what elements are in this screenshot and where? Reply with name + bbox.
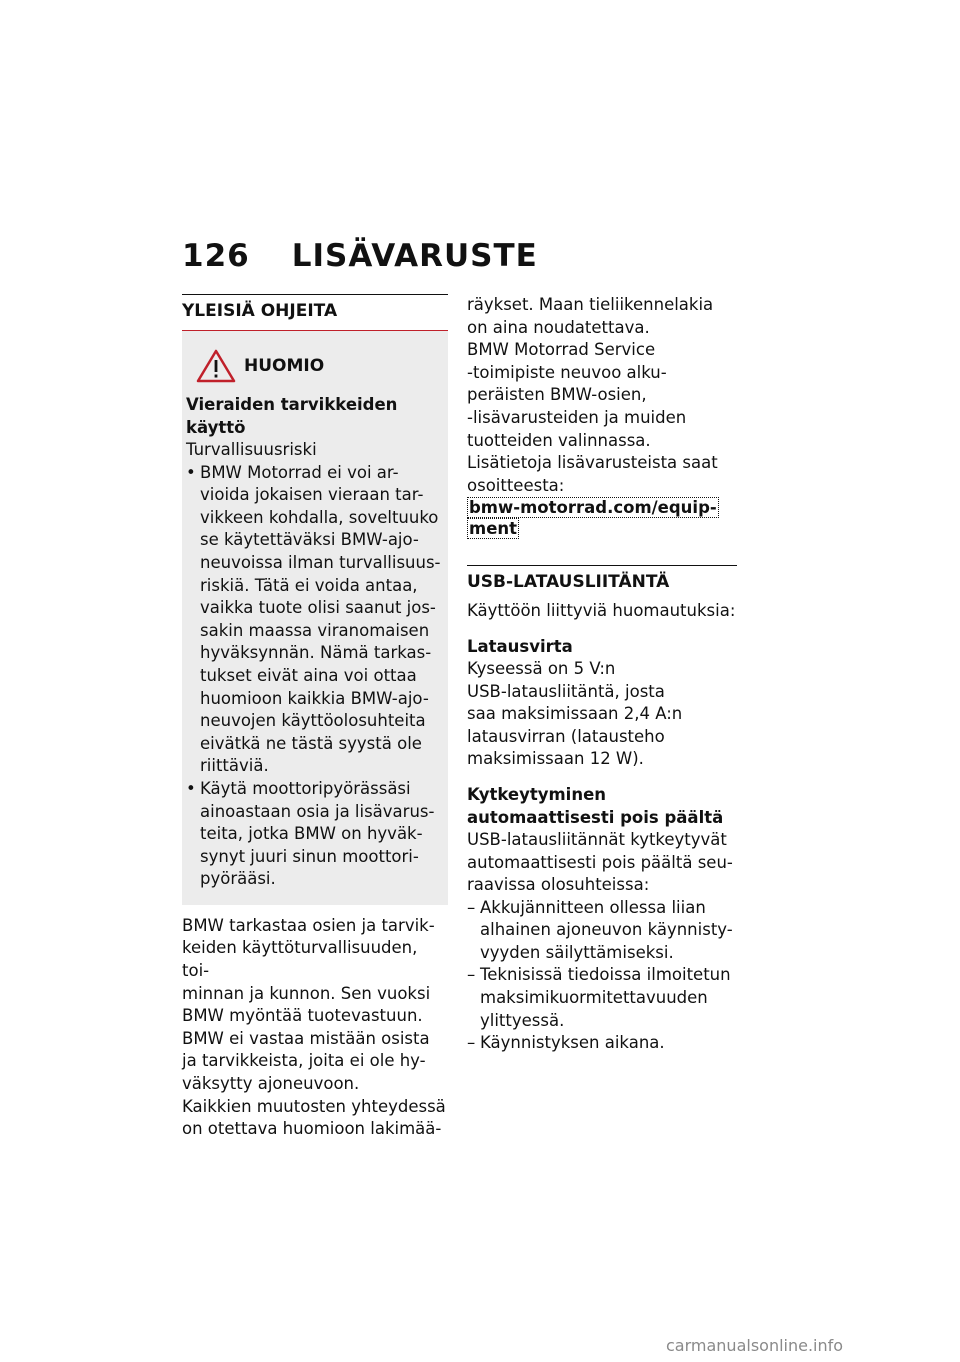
- text-line: vioida jokaisen vieraan tar-: [200, 485, 424, 505]
- text-line: se käytettäväksi BMW-ajo-: [200, 530, 419, 550]
- warning-triangle-icon: [196, 349, 236, 383]
- text-line: maksimissaan 12 W).: [467, 749, 644, 769]
- notice-risk: Turvallisuusriski: [186, 440, 317, 459]
- text-line: BMW tarkastaa osien ja tarvik-: [182, 915, 435, 935]
- text-line: Teknisissä tiedoissa ilmoitetun: [480, 965, 731, 985]
- link-line[interactable]: ment: [469, 519, 518, 539]
- text-line: raavissa olosuhteissa:: [467, 875, 650, 895]
- text-line: Vieraiden tarvikkeiden: [186, 395, 398, 414]
- text-line: vaikka tuote olisi saanut jos-: [200, 598, 436, 618]
- chapter-title: LISÄVARUSTE: [291, 238, 538, 274]
- text-line: väksytty ajoneuvoon.: [182, 1074, 360, 1094]
- notice-bullets: [186, 462, 444, 891]
- text-line: Kytkeytyminen: [467, 784, 607, 804]
- text-line: ylittyessä.: [480, 1010, 565, 1030]
- text-line: keiden käyttöturvallisuuden, toi-: [182, 938, 418, 981]
- page-number: 126: [182, 238, 250, 274]
- paragraph-liability: [182, 915, 448, 1141]
- text-line: vyyden säilyttämiseksi.: [480, 942, 674, 962]
- page-header: [182, 238, 538, 274]
- text-line: maksimikuormitettavuuden: [480, 988, 708, 1008]
- text-line: Kaikkien muutosten yhteydessä: [182, 1096, 446, 1116]
- dash-item: [467, 1032, 737, 1055]
- text-line: vikkeen kohdalla, soveltuuko: [200, 507, 439, 527]
- charging-current-text: [467, 658, 737, 771]
- text-line: BMW ei vastaa mistään osista: [182, 1028, 430, 1048]
- usb-intro: Käyttöön liittyviä huomautuksia:: [467, 601, 736, 621]
- text-line: neuvojen käyttöolosuhteita: [200, 711, 426, 731]
- bullet-mark: •: [186, 462, 196, 482]
- text-line: osoitteesta:: [467, 475, 565, 495]
- text-line: Käytä moottoripyörässäsi: [200, 778, 411, 798]
- text-line: huomioon kaikkia BMW-ajo-: [200, 688, 429, 708]
- notice-header: [196, 349, 444, 383]
- text-line: BMW myöntää tuotevastuun.: [182, 1006, 423, 1026]
- text-line: räykset. Maan tieliikennelakia: [467, 295, 714, 314]
- auto-off-text: [467, 829, 737, 897]
- text-line: alhainen ajoneuvon käynnisty-: [480, 920, 733, 940]
- text-line: tukset eivät aina voi ottaa: [200, 665, 417, 685]
- section-title-general: YLEISIÄ OHJEITA: [182, 301, 338, 321]
- text-line: sakin maassa viranomaisen: [200, 620, 430, 640]
- text-line: Kyseessä on 5 V:n: [467, 658, 616, 678]
- text-line: peräisten BMW-osien,: [467, 385, 647, 405]
- text-line: hyväksynnän. Nämä tarkas-: [200, 643, 432, 663]
- text-line: Akkujännitteen ollessa liian: [480, 897, 706, 917]
- text-line: BMW Motorrad Service: [467, 340, 656, 360]
- text-line: USB-latausliitäntä, josta: [467, 681, 665, 701]
- text-line: ainoastaan osia ja lisävarus-: [200, 801, 435, 821]
- dash-mark: –: [467, 897, 476, 917]
- text-line: eivätkä ne tästä syystä ole: [200, 733, 422, 753]
- section-title-usb: USB-LATAUSLIITÄNTÄ: [467, 572, 670, 593]
- text-line: on otettava huomioon lakimää-: [182, 1119, 442, 1139]
- text-line: Lisätietoja lisävarusteista saat: [467, 453, 718, 473]
- text-line: automaattisesti pois päältä seu-: [467, 852, 733, 872]
- text-line: saa maksimissaan 2,4 A:n: [467, 704, 683, 724]
- text-line: -lisävarusteiden ja muiden: [467, 407, 687, 427]
- text-line: pyörääsi.: [200, 869, 276, 889]
- auto-off-conditions: [467, 897, 737, 1055]
- bullet-item: [186, 778, 444, 891]
- text-line: riittäviä.: [200, 756, 269, 776]
- text-line: tuotteiden valinnassa.: [467, 430, 651, 450]
- watermark: carmanualsonline.info: [666, 1336, 844, 1355]
- dash-item: [467, 964, 737, 1032]
- text-line: USB-latausliitännät kytkeytyvät: [467, 829, 727, 849]
- link-line[interactable]: bmw-motorrad.com/equip-: [469, 498, 717, 518]
- text-line: Käynnistyksen aikana.: [480, 1033, 665, 1053]
- text-line: neuvoissa ilman turvallisuus-: [200, 552, 441, 572]
- text-line: synyt juuri sinun moottori-: [200, 846, 419, 866]
- text-line: BMW Motorrad ei voi ar-: [200, 462, 399, 482]
- bullet-item: [186, 462, 444, 778]
- dash-item: [467, 897, 737, 965]
- paragraph-continued: [467, 294, 737, 497]
- notice-box: [182, 331, 448, 905]
- subheading-charging-current: Latausvirta: [467, 636, 573, 656]
- right-column: [467, 294, 737, 1055]
- text-line: latausvirran (latausteho: [467, 726, 665, 746]
- text-line: automaattisesti pois päältä: [467, 807, 724, 827]
- dash-mark: –: [467, 1033, 476, 1053]
- text-line: on aina noudatettava.: [467, 317, 650, 337]
- notice-label: HUOMIO: [244, 356, 325, 376]
- subheading-auto-off: [467, 783, 737, 829]
- text-line: riskiä. Tätä ei voida antaa,: [200, 575, 418, 595]
- notice-title: [186, 393, 444, 439]
- left-column: [182, 294, 448, 1141]
- text-line: teita, jotka BMW on hyväk-: [200, 824, 423, 844]
- text-line: ja tarvikkeista, joita ei ole hy-: [182, 1051, 426, 1071]
- dash-mark: –: [467, 965, 476, 985]
- text-line: käyttö: [186, 418, 246, 437]
- accessories-link[interactable]: [467, 497, 737, 539]
- text-line: minnan ja kunnon. Sen vuoksi: [182, 983, 431, 1003]
- text-line: -toimipiste neuvoo alku-: [467, 362, 667, 382]
- bullet-mark: •: [186, 778, 196, 798]
